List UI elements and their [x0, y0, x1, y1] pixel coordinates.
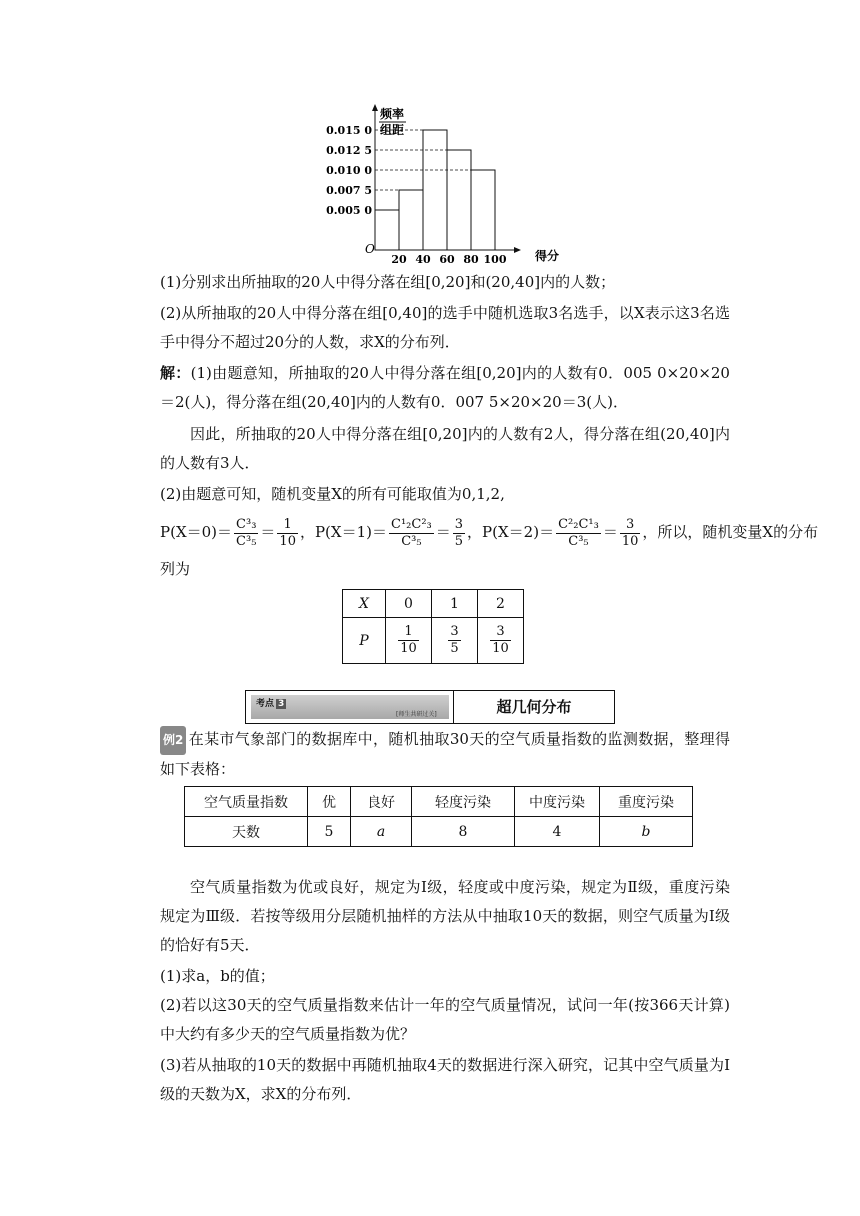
- p0-value-fraction: $\frac{1}{10}$: [279, 516, 296, 549]
- p1-lhs: ，P(X＝1)＝: [299, 523, 387, 541]
- x-tick-label: 100: [483, 253, 507, 265]
- question-1: (1)分别求出所抽取的20人中得分落在组[0,20]和(20,40]内的人数；: [160, 273, 616, 291]
- example-question-3: (3)若从抽取的10天的数据中再随机抽取4天的数据进行深入研究，记其中空气质量为Ⅰ级的天数为X，求X的分布列．: [160, 1056, 730, 1103]
- origin-label: O: [365, 242, 375, 256]
- x-tick-label: 60: [439, 253, 455, 265]
- dist-x-label: X: [343, 590, 386, 618]
- histogram-bar: [447, 150, 471, 250]
- histogram-bar: [375, 210, 399, 250]
- example-paragraph: 空气质量指数为优或良好，规定为Ⅰ级，轻度或中度污染，规定为Ⅱ级，重度污染规定为Ⅲ级．若按等级用分层随机抽样的方法从中抽取10天的数据，则空气质量为Ⅰ级的恰好有5天．: [160, 878, 730, 954]
- aq-cell-0: 天数: [185, 817, 308, 847]
- solution-part-1: [160, 359, 730, 417]
- histogram-bar: [399, 190, 423, 250]
- example-question-2: (2)若以这30天的空气质量指数来估计一年的空气质量情况，试问一年(按366天计算)中大约有多少天的空气质量指数为优？: [160, 996, 730, 1043]
- dist-p-label: P: [343, 618, 386, 664]
- aq-header-2: 良好: [351, 787, 412, 817]
- histogram-chart: [320, 100, 570, 265]
- example-badge: 例2: [160, 726, 186, 755]
- p1-value-fraction: $\frac{3}{5}$: [454, 516, 464, 549]
- probability-line: P(X＝0)＝ $\frac{\text{C³₃}}{\text{C³₅}}$ ＝ $\frac{1}{10}$ ，P(X＝1)＝ $\frac{\text{C¹₂C²₃}}{\text{C³₅}}$ ＝ $\frac{3}{5}$ ，P(X＝2)＝ $\frac{\text{C²₂C¹₃}}{\text{C³₅}}$ ＝ $\frac{3}{10}$ ，所以，随机变量X的分布: [160, 516, 819, 549]
- solution-part-3: (2)由题意可知，随机变量X的所有可能取值为0,1,2,: [160, 485, 505, 503]
- section-sub: [师生共研过关]: [396, 711, 437, 718]
- example-intro-text: 在某市气象部门的数据库中，随机抽取30天的空气质量指数的监测数据，整理得如下表格：: [160, 730, 730, 778]
- distribution-table: [342, 589, 524, 664]
- p2-value-fraction: $\frac{3}{10}$: [621, 516, 639, 549]
- solution-part-4: 列为: [160, 560, 191, 578]
- solution-label: 解：: [160, 364, 191, 382]
- y-axis-label-top: 频率: [380, 107, 405, 121]
- y-tick-label: 0.005 0: [326, 204, 372, 217]
- p0-lhs: P(X＝0)＝: [160, 523, 233, 541]
- prob-tail: ，所以，随机变量X的分布: [642, 523, 819, 541]
- aq-cell-5: b: [600, 817, 693, 847]
- x-tick-label: 40: [415, 253, 431, 265]
- y-tick-label: 0.012 5: [326, 144, 372, 157]
- aq-cell-4: 4: [515, 817, 600, 847]
- solution-part-2: 因此，所抽取的20人中得分落在组[0,20]内的人数有2人，得分落在组(20,40]内的人数有3人．: [160, 425, 730, 472]
- p2-comb-fraction: $\frac{\text{C²₂C¹₃}}{\text{C³₅}}$: [558, 516, 599, 549]
- y-tick-label: 0.007 5: [326, 184, 372, 197]
- section-header: [245, 690, 615, 724]
- dist-x-0: 0: [386, 590, 432, 618]
- aq-cell-1: 5: [308, 817, 351, 847]
- aq-cell-2: a: [351, 817, 412, 847]
- p2-lhs: ，P(X＝2)＝: [467, 523, 555, 541]
- dist-p-1: $\frac{3}{5}$: [432, 618, 478, 664]
- solution-text-1: (1)由题意知，所抽取的20人中得分落在组[0,20]内的人数有0．005 0×20×20＝2(人)，得分落在组(20,40]内的人数有0．007 5×20×20＝3(人)．: [160, 364, 730, 411]
- y-axis-label-bottom: 组距: [380, 123, 405, 137]
- p1-comb-fraction: $\frac{\text{C¹₂C²₃}}{\text{C³₅}}$: [391, 516, 432, 549]
- aq-header-3: 轻度污染: [412, 787, 515, 817]
- dist-p-2: $\frac{3}{10}$: [478, 618, 524, 664]
- x-tick-label: 20: [391, 253, 407, 265]
- y-tick-label: 0.015 0: [326, 124, 372, 137]
- dist-x-1: 1: [432, 590, 478, 618]
- dist-p-0: $\frac{1}{10}$: [386, 618, 432, 664]
- example-intro: [160, 725, 730, 784]
- x-tick-label: 80: [463, 253, 479, 265]
- histogram-bar: [423, 130, 447, 250]
- y-tick-label: 0.010 0: [326, 164, 372, 177]
- aq-header-1: 优: [308, 787, 351, 817]
- example-question-1: (1)求a，b的值；: [160, 967, 275, 985]
- y-axis-arrow: [372, 104, 378, 111]
- aq-header-5: 重度污染: [600, 787, 693, 817]
- section-tag: 考点 3: [256, 699, 285, 709]
- x-axis-arrow: [514, 247, 521, 253]
- p0-comb-fraction: $\frac{\text{C³₃}}{\text{C³₅}}$: [236, 516, 257, 549]
- histogram-bar: [471, 170, 495, 250]
- dist-x-2: 2: [478, 590, 524, 618]
- question-2: (2)从所抽取的20人中得分落在组[0,40]的选手中随机选取3名选手，以X表示这3名选手中得分不超过20分的人数，求X的分布列．: [160, 304, 730, 351]
- section-title: 超几何分布: [496, 698, 572, 716]
- aq-header-4: 中度污染: [515, 787, 600, 817]
- aq-cell-3: 8: [412, 817, 515, 847]
- air-quality-table: [184, 786, 693, 847]
- aq-header-0: 空气质量指数: [185, 787, 308, 817]
- x-axis-label: 得分: [535, 249, 560, 263]
